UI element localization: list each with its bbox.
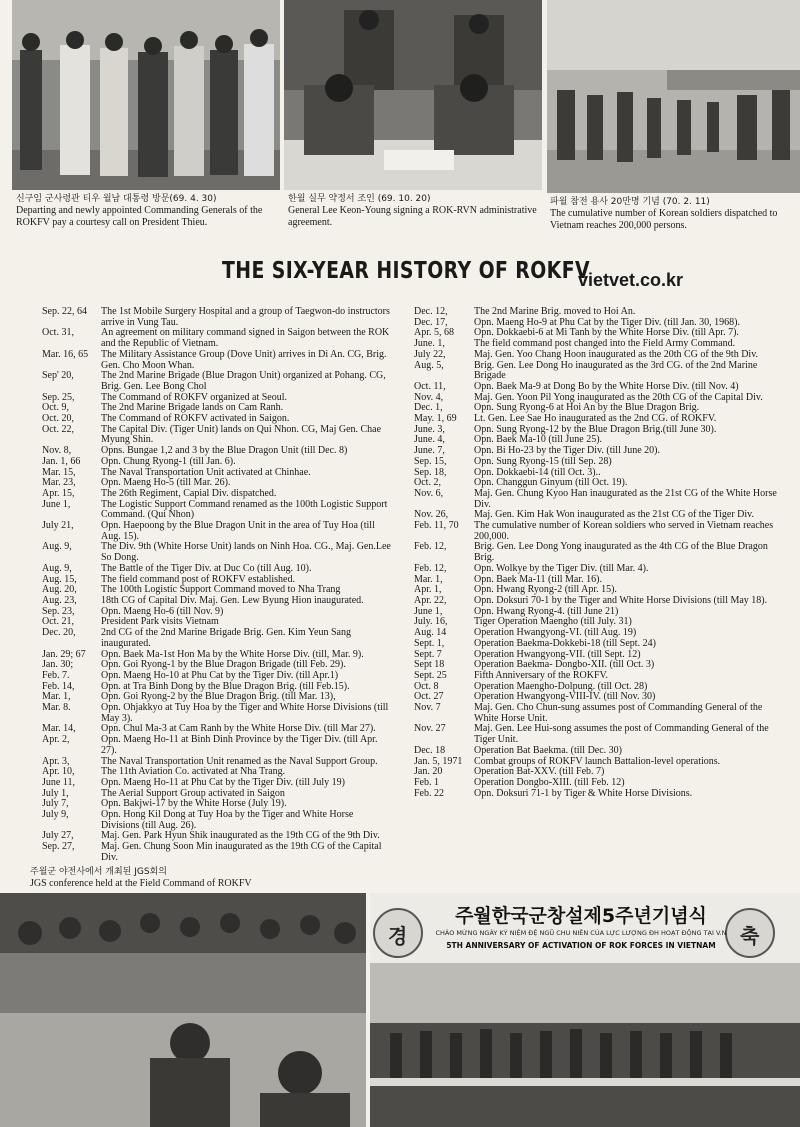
timeline-date: Jan. 30; — [42, 659, 74, 671]
timeline-event: Brig. Gen. Lee Dong Yong inaugurated as the 4th CG of the Blue Dragon Brig. — [474, 541, 768, 564]
timeline-event: Opn. Dokkaebi-6 at Mi Tanh by the White Horse Div. (till Apr. 7). — [474, 327, 739, 339]
timeline-event: The Naval Transportation Unit activated at Chinhae. — [101, 466, 311, 478]
timeline-entry — [42, 842, 392, 863]
caption-jgs-conference — [30, 866, 370, 890]
timeline-event: Opn. Doksuri 70-1 by the Tiger and White Horse Divisions (till May 18). — [474, 594, 768, 606]
timeline-date: July. 16, — [414, 616, 448, 628]
timeline-event: Maj. Gen. Park Hyun Shik inaugurated as the 19th CG of the 9th Div. — [101, 830, 380, 842]
timeline-event: Maj. Gen. Yoon Pil Yong inaugurated as the 20th CG of the Capital Div. — [474, 391, 763, 403]
timeline-date: Dec. 18 — [414, 744, 446, 756]
timeline-entry — [42, 628, 392, 649]
timeline-date: Aug. 23, — [42, 594, 77, 606]
timeline-date: Mar. 16, 65 — [42, 348, 89, 360]
timeline-date: Sep. 22, 64 — [42, 306, 87, 317]
timeline-date: Jan. 1, 66 — [42, 455, 81, 467]
timeline-entry — [42, 328, 392, 349]
timeline-date: July 7, — [42, 798, 69, 810]
timeline-event: Opn. Wolkye by the Tiger Div. (till Mar. 4). — [474, 562, 649, 574]
banner-title-ko: 주월한국군창설제5주년기념식 — [455, 905, 707, 927]
timeline-event: Opn. Bi Ho-23 by the Tiger Div. (till June 20). — [474, 445, 661, 457]
timeline-date: Apr. 1, — [414, 584, 442, 596]
timeline-event: Opn. Doksuri 71-1 by Tiger & White Horse Divisions. — [474, 787, 693, 799]
timeline-date: Nov. 27 — [414, 723, 446, 735]
timeline-event: The 2nd Marine Brigade (Blue Dragon Unit) organized at Pohang. CG, Brig. Gen. Lee Bong Chol — [101, 370, 386, 392]
timeline-date: Oct. 20, — [42, 413, 74, 425]
timeline-date: Sep. 15, — [414, 455, 447, 467]
timeline-date: Aug. 15, — [42, 573, 77, 585]
timeline-event: Operation Dongbo-XIII. (till Feb. 12) — [474, 776, 625, 788]
caption-photo-2-en: General Lee Keon-Young signing a ROK-RVN administrative agreement. — [288, 205, 537, 228]
timeline-event: The Battle of the Tiger Div. at Duc Co (till Aug. 10). — [101, 562, 312, 574]
timeline-event: Operation Maengho-Dolpung. (till Oct. 28) — [474, 680, 648, 692]
caption-photo-1-ko: 신구임 군사령관 티우 월남 대통령 방문(69. 4. 30) — [16, 194, 217, 204]
timeline-date: Jan. 29; 67 — [42, 648, 86, 660]
timeline-date: July 1, — [42, 787, 69, 799]
banner-line-vn: CHÀO MỪNG NGÀY KỶ NIỆM ĐỆ NGŨ CHU NIÊN CỦA LỰC LƯỢNG ĐH HOẠT ĐỘNG TẠI V.N — [435, 929, 727, 937]
timeline-date: Aug. 14 — [414, 627, 447, 639]
timeline-entry — [414, 542, 780, 563]
timeline-event: Opn. Maeng Ho-11 at Phu Cat by the Tiger Div. (till July 19) — [101, 776, 345, 788]
banner-right-char: 축 — [740, 924, 760, 948]
timeline-entry — [42, 500, 392, 521]
timeline-entry — [414, 350, 780, 361]
timeline-date: Aug. 9, — [42, 541, 72, 553]
timeline-date: Apr. 22, — [414, 594, 447, 606]
timeline-date: Feb. 12, — [414, 562, 447, 574]
timeline-event: President Park visits Vietnam — [101, 616, 219, 628]
timeline-event: Opn. Ohjakkyo at Tuy Hoa by the Tiger and White Horse Divisions (till May 3). — [101, 702, 389, 724]
timeline-date: June 11, — [42, 776, 75, 788]
timeline-event: Operation Hwangyong-VI. (till Aug. 19) — [474, 627, 637, 639]
caption-jgs-ko: 주월군 야전사에서 개최된 JGS회의 — [30, 867, 167, 877]
timeline-date: Sep. 27, — [42, 841, 75, 853]
timeline-event: The Aerial Support Group activated in Saigon — [101, 787, 285, 799]
timeline-date: Sep' 20, — [42, 370, 74, 382]
timeline-event: Operation Baekma-Dokkebi-18 (till Sept. 24) — [474, 637, 656, 649]
timeline-event: The field command post changed into the Field Army Command. — [474, 338, 736, 350]
timeline-event: Opn. Sung Ryong-15 (till Sep. 28) — [474, 455, 612, 467]
timeline-event: Maj. Gen. Chung Soon Min inaugurated as the 19th CG of the Capital Div. — [101, 841, 382, 863]
timeline-date: Apr. 2, — [42, 734, 70, 746]
timeline-date: Jan. 5, 1971 — [414, 755, 463, 767]
timeline-date: Sep. 25, — [42, 391, 75, 403]
timeline-event: Opn. Changgun Ginyum (till Oct. 19). — [474, 477, 628, 489]
banner-left-char: 경 — [388, 924, 408, 948]
timeline-event: Opn. Hwang Ryong-4. (till June 21) — [474, 605, 619, 617]
timeline-date: Oct. 9, — [42, 402, 69, 414]
caption-photo-3-en: The cumulative number of Korean soldiers dispatched to Vietnam reaches 200,000 persons. — [550, 208, 778, 231]
timeline-date: Feb. 11, 70 — [414, 520, 459, 532]
timeline-date: Sept. 25 — [414, 669, 447, 681]
timeline-event: The Div. 9th (White Horse Unit) lands on Ninh Hoa. CG., Maj. Gen.Lee So Dong. — [101, 541, 391, 564]
timeline-date: Nov. 26, — [414, 509, 449, 521]
timeline-date: Oct. 27 — [414, 691, 444, 703]
timeline-entry — [42, 703, 392, 724]
timeline-date: Mar. 8. — [42, 702, 71, 714]
timeline-event: Opn. Haepoong by the Blue Dragon Unit in the area of Tuy Hoa (till Aug. 15). — [101, 520, 375, 542]
timeline-entry — [42, 671, 392, 682]
timeline-date: Oct. 2, — [414, 477, 441, 489]
caption-photo-1-en: Departing and newly appointed Commanding Generals of the ROKFV pay a courtesy call on President Thieu. — [16, 205, 263, 228]
timeline-date: Dec. 17, — [414, 316, 448, 328]
timeline-date: Nov. 4, — [414, 391, 444, 403]
timeline-event: Opn. Maeng Ho-9 at Phu Cat by the Tiger Div. (till Jan. 30, 1968). — [474, 316, 741, 328]
timeline-event: 18th CG of Capital Div. Maj. Gen. Lew Byung Hion inaugurated. — [101, 594, 364, 606]
timeline-event: The Naval Transportation Unit renamed as the Naval Support Group. — [101, 755, 378, 767]
timeline-date: Oct. 8 — [414, 680, 439, 692]
timeline-date: July 21, — [42, 520, 74, 532]
timeline-event: Opn. Chul Ma-3 at Cam Ranh by the White Horse Div. (till Mar 27). — [101, 723, 376, 735]
timeline-event: The Capital Div. (Tiger Unit) lands on Qui Nhon. CG, Maj Gen. Chae Myung Shin. — [101, 423, 382, 446]
timeline-event: Opn. Baek Ma-9 at Dong Bo by the White Horse Div. (till Nov. 4) — [474, 380, 739, 392]
timeline-entry — [42, 564, 392, 575]
timeline-entry — [42, 371, 392, 392]
timeline-event: The Command of ROKFV activated in Saigon. — [101, 413, 290, 425]
timeline-event: Opn. Maeng Ho-11 at Binh Dinh Province by the Tiger Div. (till Apr. 27). — [101, 734, 378, 756]
timeline-event: Tiger Operation Maengho (till July. 31) — [474, 616, 632, 628]
timeline-event: Lt. Gen. Lee Sae Ho inaugurated as the 2nd CG. of ROKFV. — [474, 413, 717, 425]
timeline-date: Feb. 1 — [414, 776, 439, 788]
timeline-entry — [414, 789, 780, 800]
timeline-entry — [414, 724, 780, 745]
timeline-event: The 26th Regiment, Capial Div. dispatched. — [101, 487, 277, 499]
timeline-date: July 27, — [42, 830, 74, 842]
timeline-date: Nov. 7 — [414, 702, 441, 714]
photo-anniversary-ceremony — [370, 893, 800, 1127]
timeline-entry — [414, 639, 780, 650]
timeline-date: June. 3, — [414, 423, 445, 435]
timeline-date: Oct. 21, — [42, 616, 74, 628]
timeline-date: Feb. 22 — [414, 787, 444, 799]
caption-photo-1 — [16, 193, 280, 229]
timeline-event: The field command post of ROKFV established. — [101, 573, 295, 585]
timeline-date: Apr. 15, — [42, 487, 75, 499]
timeline-date: June 1, — [42, 498, 71, 510]
caption-photo-2-ko: 한월 실무 약정서 조인 (69. 10. 20) — [288, 194, 431, 204]
timeline-event: The Command of ROKFV organized at Seoul. — [101, 391, 287, 403]
timeline-entry — [42, 350, 392, 371]
timeline-date: Dec. 20, — [42, 627, 76, 639]
timeline-entry — [42, 307, 392, 328]
timeline-entry — [414, 564, 780, 575]
timeline-date: Sep. 18, — [414, 466, 447, 478]
timeline-event: Opn. Baek Ma-1st Hon Ma by the White Horse Div. (till, Mar. 9). — [101, 648, 364, 660]
timeline-event: Maj. Gen. Chung Kyoo Han inaugurated as the 21st CG of the White Horse Div. — [474, 487, 777, 510]
timeline-date: Feb. 14, — [42, 680, 75, 692]
timeline-date: Apr. 3, — [42, 755, 70, 767]
timeline-date: Apr. 5, 68 — [414, 327, 454, 339]
timeline-date: Dec. 1, — [414, 402, 443, 414]
timeline-date: June. 1, — [414, 338, 445, 350]
timeline-date: June 1, — [414, 605, 443, 617]
banner-line-en: 5TH ANNIVERSARY OF ACTIVATION OF ROK FORCES IN VIETNAM — [446, 941, 716, 950]
timeline-event: Opns. Bungae 1,2 and 3 by the Blue Dragon Unit (till Dec. 8) — [101, 445, 348, 457]
timeline-date: Mar. 1, — [42, 691, 71, 703]
timeline-event: Operation Bat-XXV. (till Feb. 7) — [474, 766, 605, 778]
timeline-date: Feb. 12, — [414, 541, 447, 553]
caption-photo-3-ko: 파월 참전 용사 20만명 기념 (70. 2. 11) — [550, 197, 710, 207]
timeline-entry — [42, 425, 392, 446]
caption-jgs-en: JGS conference held at the Field Command of ROKFV — [30, 878, 252, 889]
timeline-date: Oct. 31, — [42, 327, 74, 339]
timeline-date: Mar. 14, — [42, 723, 76, 735]
timeline-entry — [414, 671, 780, 682]
timeline-event: The Logistic Support Command renamed as the 100th Logistic Support Command. (Qui Nhon) — [101, 498, 388, 521]
timeline-date: Sep. 23, — [42, 605, 75, 617]
timeline-event: Brig. Gen. Lee Dong Ho inaugurated as the 3rd CG. of the 2nd Marine Brigade — [474, 359, 758, 382]
timeline-event: Opn. Maeng Ho-10 at Phu Cat by the Tiger Div. (till Apr.1) — [101, 669, 339, 681]
timeline-event: The Military Assistance Group (Dove Unit) arrives in Di An. CG, Brig. Gen. Cho Moon Whan. — [101, 348, 387, 371]
website-watermark: vietvet.co.kr — [578, 270, 684, 290]
timeline-event: Opn. Goi Ryong-2 by the Blue Dragon Brig. (till Mar. 13), — [101, 691, 336, 703]
timeline-event: Operation Bat Baekma. (till Dec. 30) — [474, 744, 623, 756]
timeline-entry — [42, 457, 392, 468]
timeline-event: Opn. Dokkaebi-14 (till Oct. 3).. — [474, 466, 601, 478]
photo-agreement-signing — [284, 0, 542, 190]
caption-photo-2 — [288, 193, 542, 229]
timeline-event: Operation Hwangyong-VIII-IV. (till Nov. 30) — [474, 691, 656, 703]
photo-jgs-conference — [0, 893, 366, 1127]
timeline-event: An agreement on military command signed in Saigon between the ROK and the Republic of Vietnam. — [101, 327, 390, 350]
timeline-event: The 2nd Marine Brigade lands on Cam Ranh. — [101, 402, 284, 414]
timeline-date: Dec. 12, — [414, 306, 448, 317]
caption-photo-3 — [550, 196, 796, 232]
timeline-date: Feb. 7. — [42, 669, 70, 681]
timeline-entry — [42, 542, 392, 563]
timeline-entry — [42, 521, 392, 542]
timeline-date: Aug. 9, — [42, 562, 72, 574]
timeline-date: Aug. 5, — [414, 359, 444, 371]
timeline-entry — [414, 457, 780, 468]
timeline-entry — [414, 489, 780, 510]
timeline-date: Mar. 1, — [414, 573, 443, 585]
timeline-event: Operation Hwangyong-VII. (till Sept. 12) — [474, 648, 641, 660]
timeline-date: Sept. 1, — [414, 637, 445, 649]
page-title: THE SIX-YEAR HISTORY OF ROKFV — [222, 258, 591, 284]
timeline-date: Nov. 8, — [42, 445, 72, 457]
timeline-event: Opn. at Tra Binh Dong by the Blue Dragon Brig. (till Feb.15). — [101, 680, 350, 692]
timeline-date: June. 7, — [414, 445, 445, 457]
timeline-event: Opn. Bakjwi-17 by the White Horse (July 19). — [101, 798, 287, 810]
timeline-event: Opn. Maeng Ho-5 (till Mar. 26). — [101, 477, 231, 489]
timeline-date: Oct. 11, — [414, 380, 446, 392]
timeline-date: Jan. 20 — [414, 766, 443, 778]
timeline-event: Opn. Goi Ryong-1 by the Blue Dragon Brigade (till Feb. 29). — [101, 659, 346, 671]
timeline-event: Maj. Gen. Lee Hui-song assumes the post of Commanding General of the Tiger Unit. — [474, 723, 769, 746]
timeline-date: Nov. 6, — [414, 487, 444, 499]
timeline-date: July 22, — [414, 348, 446, 360]
timeline-event: Maj. Gen. Yoo Chang Hoon inaugurated as the 20th CG of the 9th Div. — [474, 348, 759, 360]
timeline-date: Apr. 10, — [42, 766, 75, 778]
timeline-event: The 11th Aviation Co. activated at Nha Trang. — [101, 766, 286, 778]
timeline-event: Opn. Chung Ryong-1 (till Jan. 6). — [101, 455, 236, 467]
timeline-event: 2nd CG of the 2nd Marine Brigade Brig. Gen. Kim Yeun Sang inaugurated. — [101, 627, 351, 649]
timeline-event: The 2nd Marine Brig. moved to Hoi An. — [474, 306, 636, 317]
timeline-event: Opn. Baek Ma-10 (till June 25). — [474, 434, 603, 446]
timeline-date: Aug. 20, — [42, 584, 77, 596]
timeline-entry — [414, 746, 780, 757]
timeline-event: The cumulative number of Korean soldiers who served in Vietnam reaches 200,000. — [474, 520, 774, 542]
timeline-event: Operation Baekma- Dongbo-XII. (till Oct. 3) — [474, 659, 655, 671]
timeline-date: May. 1, 69 — [414, 413, 457, 425]
timeline-event: Opn. Maeng Ho-6 (till Nov. 9) — [101, 605, 224, 617]
timeline-entry — [414, 361, 780, 382]
timeline-event: Fifth Anniversary of the ROKFV. — [474, 669, 608, 681]
timeline-date: Oct. 22, — [42, 423, 74, 435]
timeline-entry — [414, 703, 780, 724]
timeline-event: Opn. Hwang Ryong-2 (till Apr. 15). — [474, 584, 617, 596]
timeline-left-column — [42, 307, 392, 864]
timeline-event: Maj. Gen. Kim Hak Won inaugurated as the 21st CG of the Tiger Div. — [474, 509, 754, 521]
timeline-date: July 9, — [42, 809, 69, 821]
photo-generals-courtesy-call — [12, 0, 280, 190]
photo-soldiers-200000 — [547, 0, 800, 193]
timeline-event: Maj. Gen. Cho Chun-sung assumes post of Commanding General of the White Horse Unit. — [474, 702, 763, 724]
timeline-entry — [42, 735, 392, 756]
timeline-event: Combat groups of ROKFV launch Battalion-level operations. — [474, 755, 721, 767]
timeline-event: The 100th Logistic Support Command moved to Nha Trang — [101, 584, 341, 596]
timeline-date: Mar. 15, — [42, 466, 76, 478]
timeline-event: Opn. Baek Ma-11 (till Mar. 16). — [474, 573, 602, 585]
timeline-date: Mar. 23, — [42, 477, 76, 489]
timeline-event: Opn. Hong Kil Dong at Tuy Hoa by the Tiger and White Horse Divisions (till Aug. 26). — [101, 809, 354, 831]
timeline-right-column — [414, 307, 780, 799]
timeline-event: Opn. Sung Ryong-6 at Hoi An by the Blue Dragon Brig. — [474, 402, 700, 414]
timeline-event: Opn. Sung Ryong-12 by the Blue Dragon Brig.(till June 30). — [474, 423, 717, 435]
timeline-date: Sept 18 — [414, 659, 445, 671]
timeline-entry — [42, 810, 392, 831]
timeline-date: Sept. 7 — [414, 648, 442, 660]
timeline-entry — [414, 521, 780, 542]
timeline-date: June. 4, — [414, 434, 445, 446]
timeline-event: The 1st Mobile Surgery Hospital and a group of Taegwon-do instructors arrive in Vung Tau. — [101, 306, 390, 328]
